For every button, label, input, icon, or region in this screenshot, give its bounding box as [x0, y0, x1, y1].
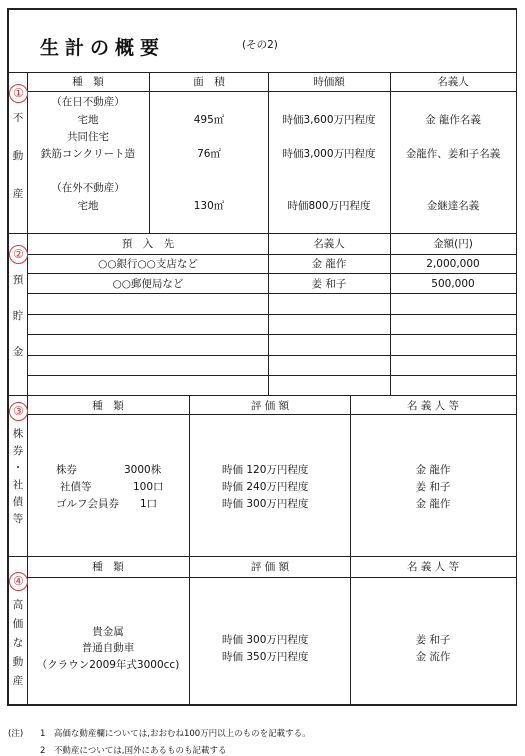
dep-amount-2: 500,000 — [431, 278, 475, 290]
re-area-6: 130㎡ — [193, 200, 225, 212]
re-type-1: （在日不動産） — [51, 96, 125, 108]
section-number-3: ③ — [9, 402, 28, 421]
dep-owner-2: 姜 和子 — [311, 278, 347, 290]
val-item-1: 貴金属 — [92, 626, 124, 638]
sec-owner-3: 金 龍作 — [415, 498, 451, 510]
re-area-2: 495㎡ — [193, 114, 225, 126]
header-type: 種 類 — [72, 76, 104, 88]
header-val-owner: 名 義 人 等 — [406, 561, 460, 573]
val-owner-2: 金 流作 — [415, 651, 451, 663]
sec-owner-2: 姜 和子 — [415, 481, 451, 493]
sec-value-3: 時価 300万円程度 — [222, 498, 309, 510]
re-type-6: 宅地 — [77, 200, 99, 212]
header-sec-type: 種 類 — [92, 400, 124, 412]
note-1: 1 高価な動産欄については,おおむね100万円以上のものを記載する。 — [40, 729, 311, 739]
header-dep-owner: 名義人 — [313, 238, 345, 250]
dep-owner-1: 金 龍作 — [311, 258, 347, 270]
section-label-valuables: 高 価 な 動 産 — [12, 599, 24, 687]
val-value-1: 時価 300万円程度 — [222, 634, 309, 646]
page-title: 生計の概要 — [40, 37, 166, 59]
re-type-2: 宅地 — [77, 114, 99, 126]
header-val-type: 種 類 — [92, 561, 124, 573]
sec-qty-2: 100口 — [133, 481, 164, 493]
note-2: 2 不動産については,国外にあるものも記載する — [40, 746, 227, 756]
sec-type-1: 株券 — [56, 464, 77, 476]
header-sec-value: 評 価 額 — [250, 400, 290, 412]
header-val-value: 評 価 額 — [250, 561, 290, 573]
header-value: 時価額 — [313, 76, 345, 88]
dep-bank-1: ○○銀行○○支店など — [98, 258, 198, 270]
sec-type-3: ゴルフ会員券 — [56, 498, 119, 510]
section-label-deposits: 預 貯 金 — [12, 274, 24, 358]
section-number-2: ② — [9, 245, 28, 264]
header-area: 面 積 — [193, 76, 225, 88]
page-subtitle: (その2) — [242, 39, 278, 51]
dep-amount-1: 2,000,000 — [426, 258, 480, 270]
section-number-4: ④ — [9, 572, 28, 591]
sec-value-1: 時価 120万円程度 — [222, 464, 309, 476]
header-sec-owner: 名 義 人 等 — [406, 400, 460, 412]
dep-bank-2: ○○郵便局など — [112, 278, 184, 290]
re-type-3: 共同住宅 — [67, 131, 109, 143]
sec-type-2: 社債等 — [60, 481, 92, 493]
re-area-4: 76㎡ — [197, 148, 221, 160]
notes-prefix: (注) — [8, 729, 24, 739]
sec-owner-1: 金 龍作 — [415, 464, 451, 476]
val-item-3: （クラウン2009年式3000cc) — [36, 659, 180, 671]
section-label-securities: 株 券 ・ 社 債 等 — [12, 428, 24, 525]
header-owner: 名義人 — [437, 76, 469, 88]
section-label-real-estate: 不 動 産 — [12, 112, 24, 200]
re-value-2: 時価3,600万円程度 — [282, 114, 376, 126]
re-owner-4: 金龍作、姜和子名義 — [405, 148, 501, 160]
re-type-4: 鉄筋コンクリート造 — [40, 148, 136, 160]
re-owner-6: 金継達名義 — [426, 200, 480, 212]
re-type-5: （在外不動産） — [51, 182, 125, 194]
header-amount: 金額(円) — [433, 238, 473, 250]
val-owner-1: 姜 和子 — [415, 634, 451, 646]
re-value-6: 時価800万円程度 — [287, 200, 371, 212]
re-value-4: 時価3,000万円程度 — [282, 148, 376, 160]
sec-value-2: 時価 240万円程度 — [222, 481, 309, 493]
sec-qty-1: 3000株 — [124, 464, 162, 476]
section-number-1: ① — [9, 84, 28, 103]
sec-qty-3: 1口 — [140, 498, 158, 510]
val-item-2: 普通自動車 — [81, 642, 135, 654]
re-owner-2: 金 龍作名義 — [425, 114, 481, 126]
val-value-2: 時価 350万円程度 — [222, 651, 309, 663]
header-bank: 預 入 先 — [121, 238, 175, 250]
